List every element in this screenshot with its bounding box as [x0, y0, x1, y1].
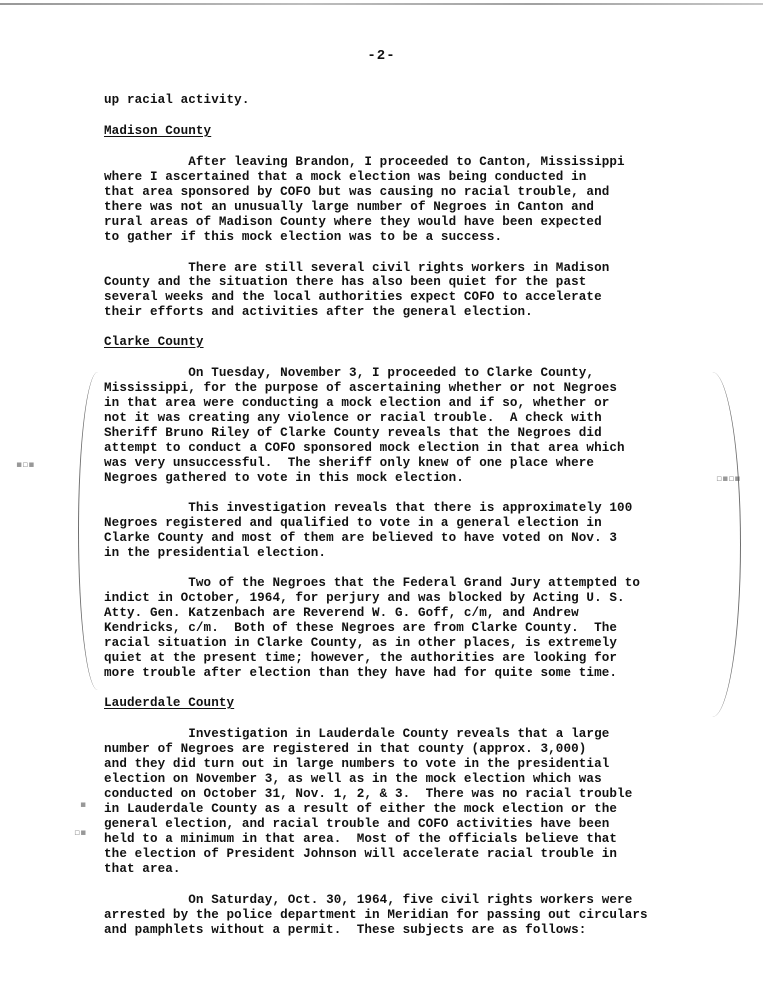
handwritten-bracket-right — [700, 372, 741, 717]
text-line: indict in October, 1964, for perjury and was blocked by Acting U. S. — [104, 591, 625, 605]
scan-smudge: ▪ — [80, 800, 87, 810]
text-line: County and the situation there has also been quiet for the past — [104, 275, 587, 289]
section-heading-clarke-county: Clarke County — [104, 335, 204, 349]
text-line: that area. — [104, 862, 181, 876]
text-line: Kendricks, c/m. Both of these Negroes are from Clarke County. The — [104, 621, 618, 635]
handwritten-bracket-left — [78, 372, 111, 690]
text-line: that area sponsored by COFO but was causing no racial trouble, and — [104, 185, 610, 199]
text-line: up racial activity. — [104, 93, 250, 107]
scan-edge-rule — [0, 3, 763, 5]
section-heading-lauderdale-county: Lauderdale County — [104, 696, 235, 710]
text-line: held to a minimum in that area. Most of the officials believe that — [104, 832, 618, 846]
scan-smudge: ▫▪▫▪ — [716, 474, 741, 484]
text-line: not it was creating any violence or racial trouble. A check with — [104, 411, 602, 425]
text-line: Mississippi, for the purpose of ascertaining whether or not Negroes — [104, 381, 618, 395]
text-line: attempt to conduct a COFO sponsored mock election in that area which — [104, 441, 625, 455]
text-line: several weeks and the local authorities expect COFO to accelerate — [104, 290, 602, 304]
text-line: election on November 3, as well as in the mock election which was — [104, 772, 602, 786]
text-line: in the presidential election. — [104, 546, 327, 560]
text-line: This investigation reveals that there is approximately 100 — [104, 501, 633, 515]
text-line: more trouble after election than they have had for quite some time. — [104, 666, 618, 680]
text-line: Negroes registered and qualified to vote in a general election in — [104, 516, 602, 530]
text-line: conducted on October 31, Nov. 1, 2, & 3. There was no racial trouble — [104, 787, 633, 801]
text-line: After leaving Brandon, I proceeded to Canton, Mississippi — [104, 155, 625, 169]
text-line: in that area were conducting a mock election and if so, whether or — [104, 396, 610, 410]
text-line: Sheriff Bruno Riley of Clarke County reveals that the Negroes did — [104, 426, 602, 440]
text-line: there was not an unusually large number of Negroes in Canton and — [104, 200, 595, 214]
text-line: rural areas of Madison County where they would have been expected — [104, 215, 602, 229]
text-line: There are still several civil rights workers in Madison — [104, 261, 610, 275]
scan-smudge: ▫▪ — [74, 828, 87, 838]
text-line: and they did turn out in large numbers to vote in the presidential — [104, 757, 610, 771]
text-line: Two of the Negroes that the Federal Grand Jury attempted to — [104, 576, 641, 590]
text-line: On Saturday, Oct. 30, 1964, five civil rights workers were — [104, 893, 633, 907]
text-line: the election of President Johnson will accelerate racial trouble in — [104, 847, 618, 861]
text-line: Investigation in Lauderdale County reveals that a large — [104, 727, 610, 741]
text-line: to gather if this mock election was to be a success. — [104, 230, 503, 244]
text-line: quiet at the present time; however, the authorities are looking for — [104, 651, 618, 665]
text-line: their efforts and activities after the general election. — [104, 305, 533, 319]
text-line: and pamphlets without a permit. These subjects are as follows: — [104, 923, 587, 937]
scan-smudge: ▪▫▪ — [16, 460, 35, 470]
text-line: in Lauderdale County as a result of either the mock election or the — [104, 802, 618, 816]
text-line: general election, and racial trouble and COFO activities have been — [104, 817, 610, 831]
section-heading-madison-county: Madison County — [104, 124, 212, 138]
text-line: arrested by the police department in Meridian for passing out circulars — [104, 908, 648, 922]
text-line: Negroes gathered to vote in this mock election. — [104, 471, 464, 485]
text-line: On Tuesday, November 3, I proceeded to Clarke County, — [104, 366, 595, 380]
page-number: -2- — [367, 48, 396, 64]
text-line: was very unsuccessful. The sheriff only knew of one place where — [104, 456, 595, 470]
text-line: Atty. Gen. Katzenbach are Reverend W. G. Goff, c/m, and Andrew — [104, 606, 579, 620]
text-line: where I ascertained that a mock election was being conducted in — [104, 170, 587, 184]
text-line: Clarke County and most of them are believed to have voted on Nov. 3 — [104, 531, 618, 545]
text-line: racial situation in Clarke County, as in other places, is extremely — [104, 636, 618, 650]
text-line: number of Negroes are registered in that county (approx. 3,000) — [104, 742, 587, 756]
